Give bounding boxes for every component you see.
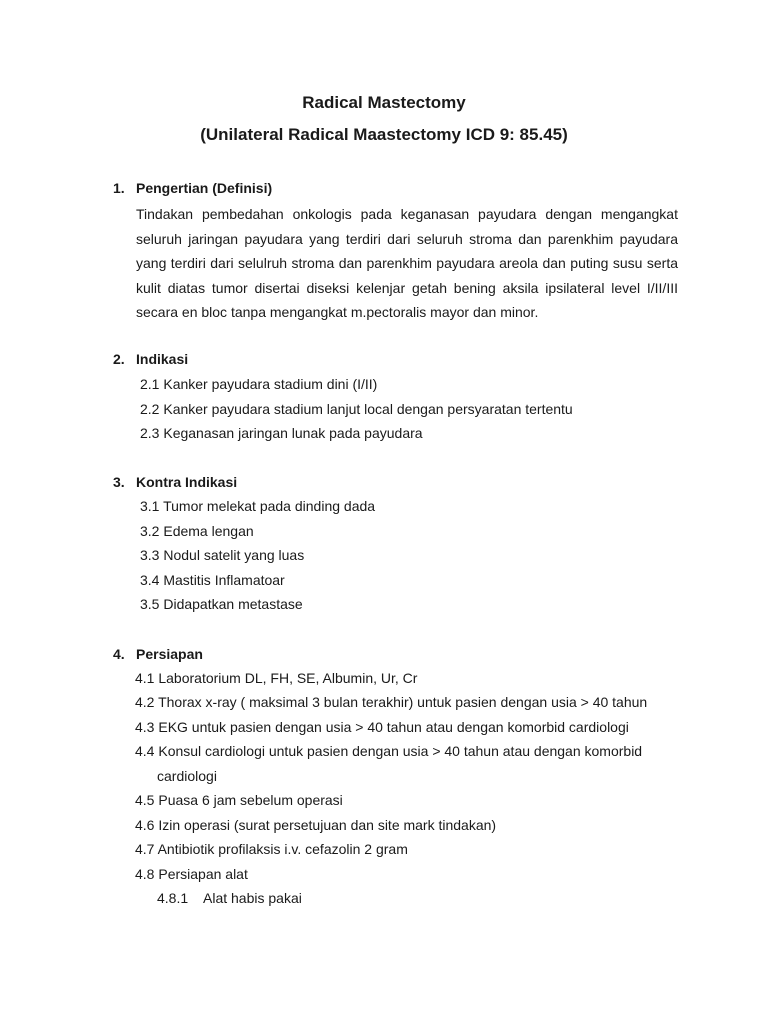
list-item: 3.4 Mastitis Inflamatoar bbox=[140, 572, 285, 588]
section-heading-persiapan bbox=[113, 646, 203, 662]
list-item: 4.2 Thorax x-ray ( maksimal 3 bulan terakhir) untuk pasien dengan usia > 40 tahun bbox=[135, 694, 648, 710]
section-heading-kontra-indikasi bbox=[113, 474, 237, 490]
section-number: 2. bbox=[113, 351, 125, 367]
section-heading-pengertian bbox=[113, 180, 272, 196]
list-item: 4.6 Izin operasi (surat persetujuan dan site mark tindakan) bbox=[135, 817, 497, 833]
section-title: Pengertian (Definisi) bbox=[136, 180, 273, 196]
list-item-continuation: cardiologi bbox=[157, 768, 217, 784]
list-item: 2.1 Kanker payudara stadium dini (I/II) bbox=[140, 376, 378, 392]
list-item: 3.3 Nodul satelit yang luas bbox=[140, 547, 305, 563]
section-number: 3. bbox=[113, 474, 125, 490]
document-title: Radical Mastectomy bbox=[302, 93, 466, 112]
sub-item-label: Alat habis pakai bbox=[203, 890, 302, 906]
list-item: 4.3 EKG untuk pasien dengan usia > 40 tahun atau dengan komorbid cardiologi bbox=[135, 719, 629, 735]
list-item: 4.4 Konsul cardiologi untuk pasien dengan usia > 40 tahun atau dengan komorbid bbox=[135, 743, 643, 759]
list-item: 2.3 Keganasan jaringan lunak pada payudara bbox=[140, 425, 423, 441]
section-title: Persiapan bbox=[136, 646, 203, 662]
list-item: 4.8 Persiapan alat bbox=[135, 866, 248, 882]
document-subtitle: (Unilateral Radical Maastectomy ICD 9: 85.45) bbox=[200, 125, 568, 144]
list-item: 3.1 Tumor melekat pada dinding dada bbox=[140, 498, 376, 514]
sub-list-item bbox=[157, 890, 302, 906]
definition-paragraph: Tindakan pembedahan onkologis pada keganasan payudara dengan mengangkat seluruh jaringan payudara yang terdiri dari seluruh stroma dan parenkhim payudara yang terdiri dari selulruh stroma dan parenkhim payudara areola dan puting susu serta kulit diatas tumor disertai diseksi kelenjar getah bening aksila ipsilateral level I/II/III secara en bloc tanpa mengangkat m.pectoralis mayor dan minor. bbox=[136, 206, 678, 320]
section-number: 4. bbox=[113, 646, 125, 662]
sub-item-number: 4.8.1 bbox=[157, 890, 189, 906]
section-heading-indikasi bbox=[113, 351, 188, 367]
list-item: 4.1 Laboratorium DL, FH, SE, Albumin, Ur, Cr bbox=[135, 670, 418, 686]
section-title: Indikasi bbox=[136, 351, 189, 367]
section-number: 1. bbox=[113, 180, 125, 196]
list-item: 4.5 Puasa 6 jam sebelum operasi bbox=[135, 792, 343, 808]
section-title: Kontra Indikasi bbox=[136, 474, 238, 490]
list-item: 3.5 Didapatkan metastase bbox=[140, 596, 303, 612]
list-item: 3.2 Edema lengan bbox=[140, 523, 254, 539]
list-item: 2.2 Kanker payudara stadium lanjut local dengan persyaratan tertentu bbox=[140, 401, 573, 417]
list-item: 4.7 Antibiotik profilaksis i.v. cefazolin 2 gram bbox=[135, 841, 408, 857]
